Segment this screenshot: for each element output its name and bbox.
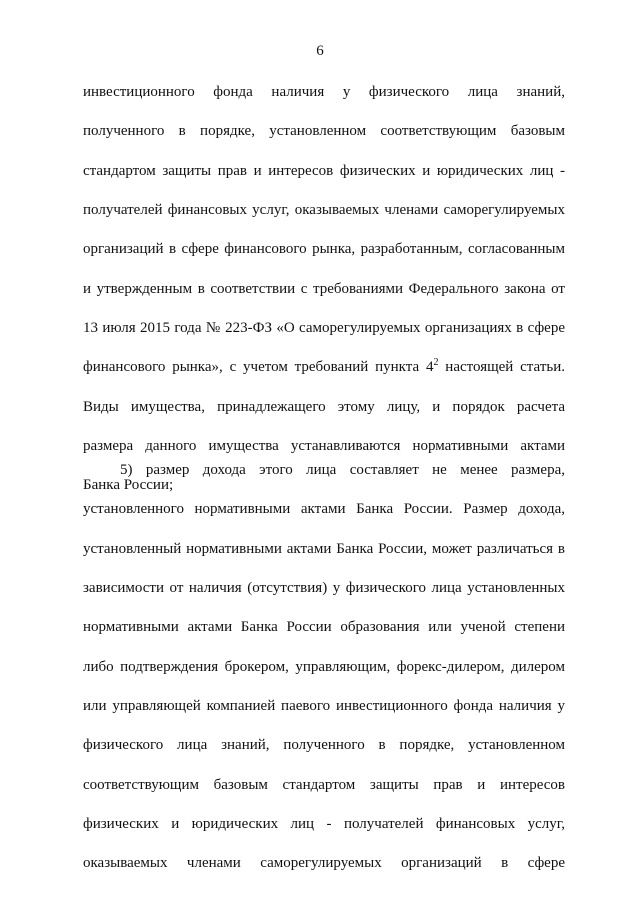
text-line: либо подтверждения брокером, управляющим, форекс-дилером, дилером [83,658,565,675]
text-line: Виды имущества, принадлежащего этому лицу, и порядок расчета [83,398,565,415]
text-line: соответствующим базовым стандартом защиты прав и интересов [83,776,565,793]
text-line: 5) размер дохода этого лица составляет не менее размера, [120,462,565,478]
text-line-with-superscript [83,358,565,397]
text-line: нормативными актами Банка России образования или ученой степени [83,619,565,636]
text-line: оказываемых членами саморегулируемых организаций в сфере [83,855,565,872]
paragraph-1 [83,83,565,516]
text-line: размера данного имущества устанавливаются нормативными актами [83,438,565,455]
text-line: и утвержденным в соответствии с требованиями Федерального закона от [83,280,565,297]
text-segment: финансового рынка», с учетом требований пункта 4 [83,359,434,376]
text-line: установленного нормативными актами Банка России. Размер дохода, [83,501,565,518]
text-line: зависимости от наличия (отсутствия) у физического лица установленных [83,580,565,597]
text-line: инвестиционного фонда наличия у физического лица знаний, [83,84,565,100]
text-line: Банка России; [83,477,174,494]
text-line: физических и юридических лиц - получателей финансовых услуг, [83,816,565,833]
superscript: 2 [433,357,439,369]
page-number: 6 [316,43,324,59]
text-line: организаций в сфере финансового рынка, разработанным, согласованным [83,241,565,258]
text-line: или управляющей компанией паевого инвестиционного фонда наличия у [83,698,565,715]
text-line: получателей финансовых услуг, оказываемых членами саморегулируемых [83,202,565,219]
paragraph-2 [83,461,565,894]
text-line: установленный нормативными актами Банка России, может различаться в [83,540,565,557]
text-line: физического лица знаний, полученного в порядке, установленном [83,737,565,754]
text-line: полученного в порядке, установленном соответствующим базовым [83,123,565,140]
text-segment: настоящей статьи. [438,359,565,376]
text-line: 13 июля 2015 года № 223-ФЗ «О саморегулируемых организациях в сфере [83,320,565,337]
text-line: стандартом защиты прав и интересов физических и юридических лиц - [83,162,565,179]
